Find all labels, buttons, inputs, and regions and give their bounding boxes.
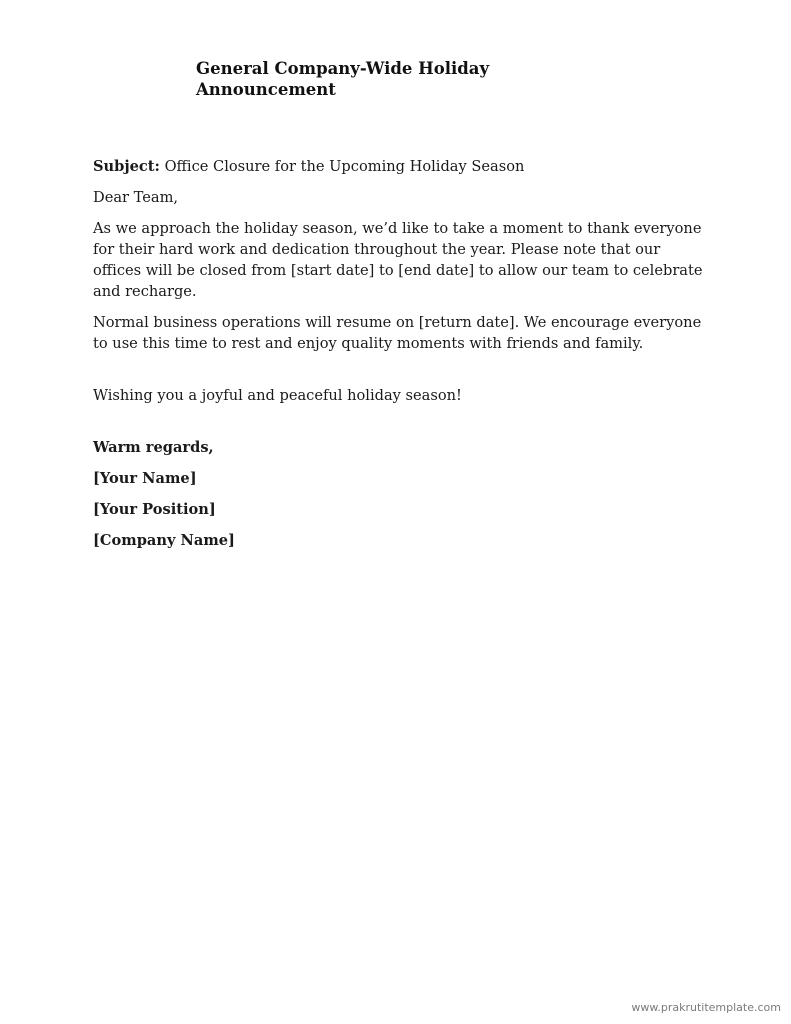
document-title: General Company-Wide Holiday [196, 59, 490, 78]
paragraph-closure-notice: As we approach the holiday season, we’d like to take a moment to thank everyone for their hard work and dedication throughout the year. Please note that our offices will be closed from [start date] to [end date] to allow our team to celebrate and recharge. [93, 220, 703, 300]
sender-name: [Your Name] [93, 470, 197, 487]
sign-off: Warm regards, [93, 439, 214, 456]
company-name: [Company Name] [93, 532, 235, 549]
subject-line [93, 156, 703, 177]
footer-watermark: www.prakrutitemplate.com [631, 1001, 781, 1014]
subject-label: Subject: [93, 158, 160, 175]
subject-text: Office Closure for the Upcoming Holiday Season [164, 158, 525, 175]
paragraph-resume-operations: Normal business operations will resume on [return date]. We encourage everyone to use this time to rest and enjoy quality moments with friends and family. [93, 314, 702, 352]
letter-body [93, 156, 703, 561]
greeting: Dear Team, [93, 189, 179, 206]
closing-wish: Wishing you a joyful and peaceful holiday season! [93, 387, 462, 404]
sender-position: [Your Position] [93, 501, 216, 518]
title-block [196, 58, 496, 99]
document-title-line2: Announcement [196, 80, 336, 99]
